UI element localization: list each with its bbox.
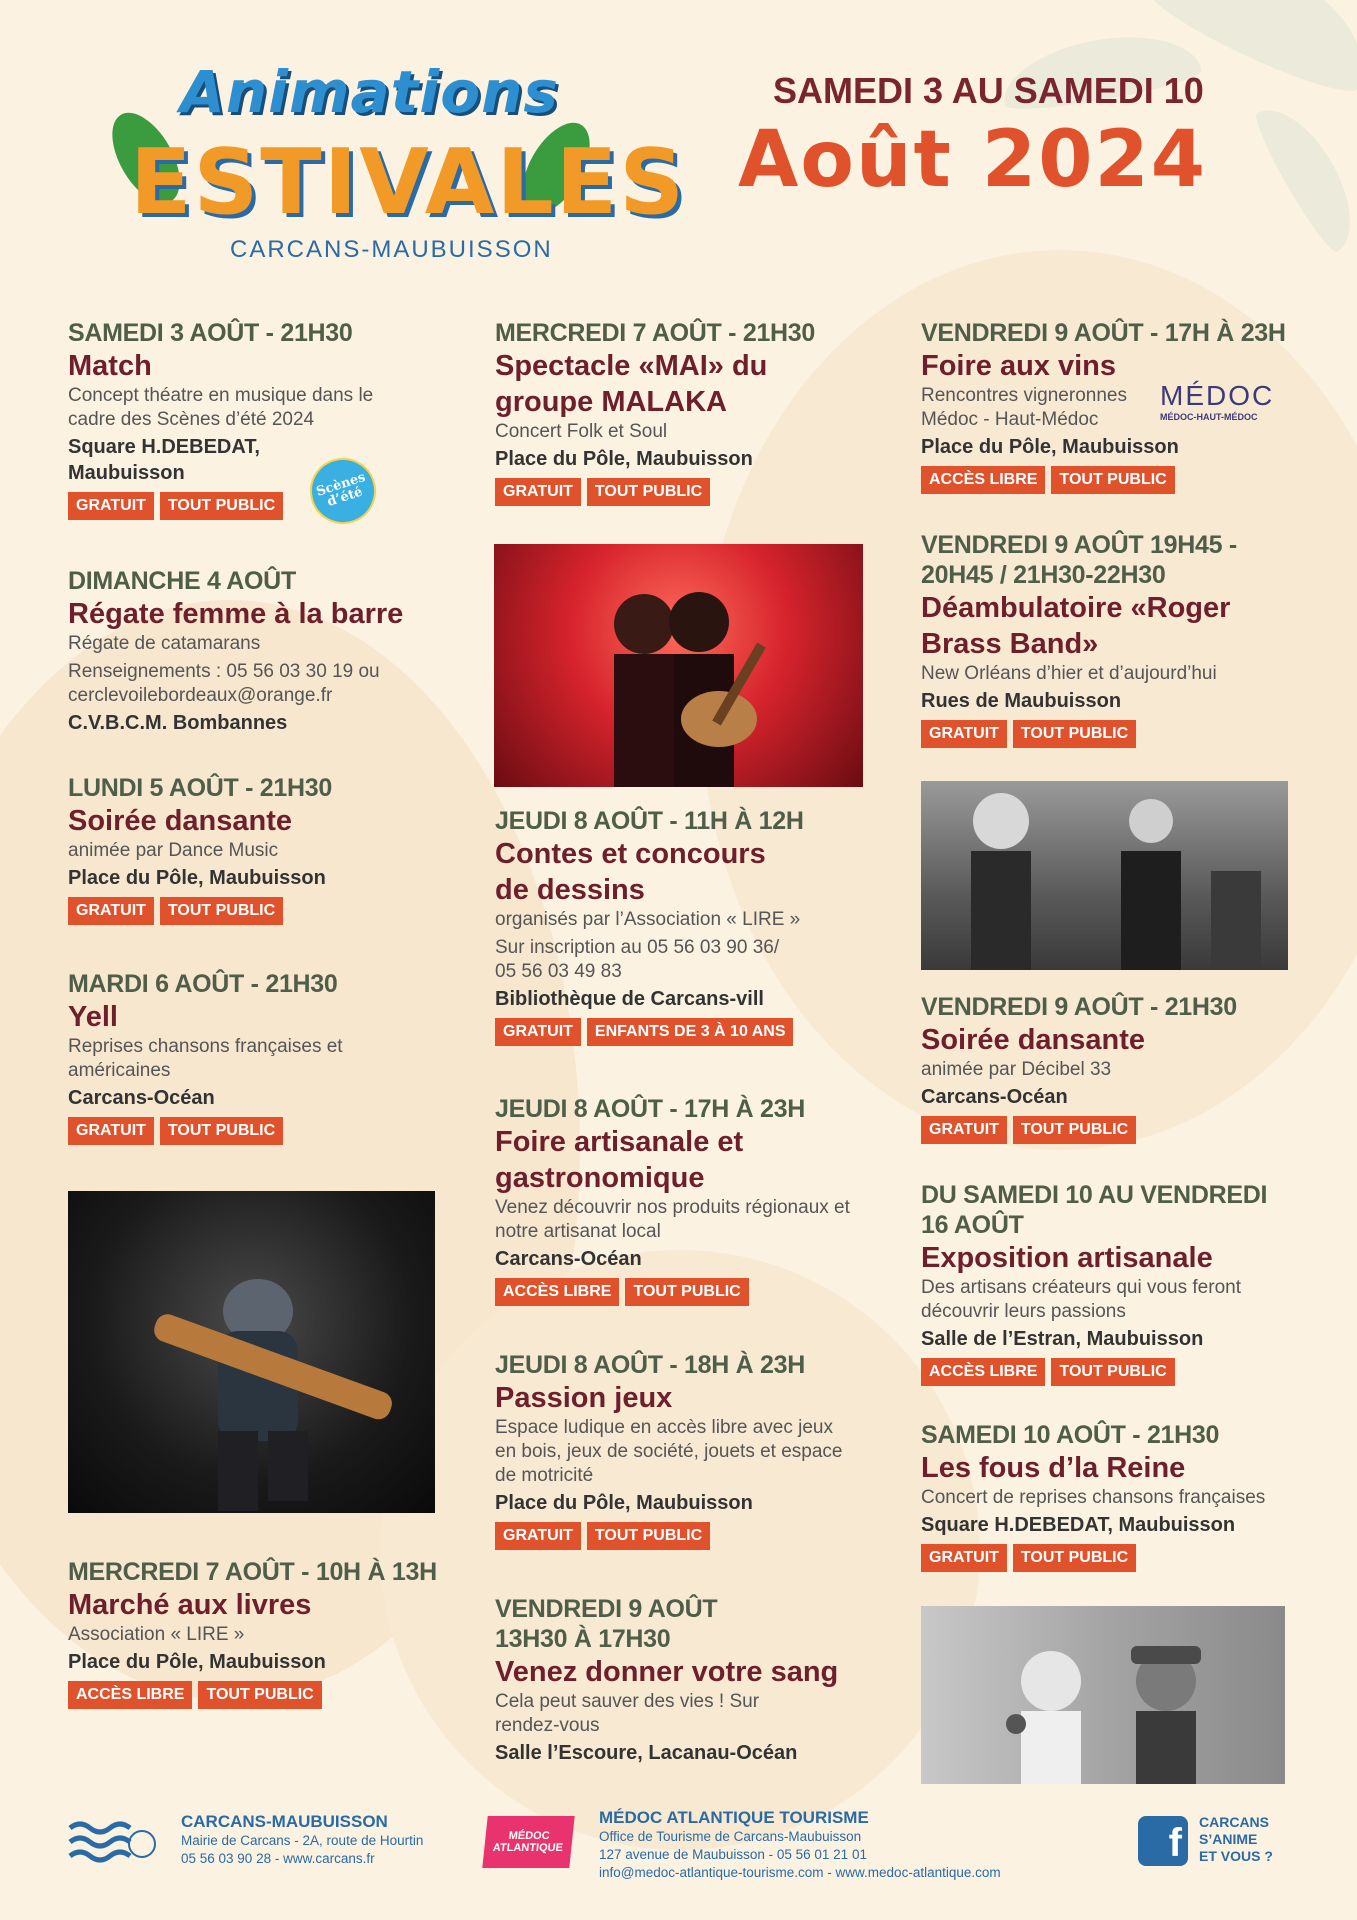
event-tags (495, 1522, 895, 1550)
brass-band-illustration (921, 781, 1288, 970)
event-date: JEUDI 8 AOÛT - 11H À 12H (495, 807, 804, 835)
event-date: VENDREDI 9 AOÛT - 17H À 23H (921, 319, 1286, 347)
event-title: Passion jeux (495, 1382, 673, 1414)
event-description: animée par Décibel 33 (921, 1059, 1112, 1080)
brass-band-photo (921, 781, 1288, 970)
date-range-title: Août 2024 (738, 115, 1208, 205)
facebook-icon[interactable]: f (1138, 1816, 1188, 1866)
event-place: Place du Pôle, Maubuisson (68, 1651, 326, 1673)
medoc-logo-sub: MÉDOC-HAUT-MÉDOC (1160, 412, 1258, 422)
tag-tout-public: TOUT PUBLIC (160, 1117, 283, 1145)
tag-gratuit: GRATUIT (68, 897, 154, 925)
guitarist-illustration (68, 1191, 435, 1513)
event-place: Carcans-Océan (495, 1248, 642, 1270)
tag-gratuit: GRATUIT (921, 720, 1007, 748)
event-tags (68, 897, 468, 925)
logo-line1: Animations (180, 58, 559, 126)
event-title: Foire aux vins (921, 350, 1117, 382)
medoc-logo-main: MÉDOC (1160, 380, 1275, 411)
event-description: organisés par l’Association « LIRE » (495, 909, 801, 930)
tag-gratuit: GRATUIT (921, 1544, 1007, 1572)
tag-tout-public: TOUT PUBLIC (160, 492, 283, 520)
tag-gratuit: GRATUIT (68, 1117, 154, 1145)
event-contact: Renseignements : 05 56 03 30 19 ou cerclevoilebordeaux@orange.fr (68, 661, 380, 706)
medoc-footer-office: Office de Tourisme de Carcans-Maubuisson (599, 1829, 862, 1844)
event-description: Concert Folk et Soul (495, 421, 668, 442)
medoc-footer-address: 127 avenue de Maubuisson - 05 56 01 21 01 (599, 1847, 867, 1862)
tag-tout-public: TOUT PUBLIC (1051, 466, 1174, 494)
event-title: Yell (68, 1001, 118, 1033)
tag-gratuit: GRATUIT (495, 1522, 581, 1550)
medoc-logo (1160, 380, 1274, 422)
tag-gratuit: GRATUIT (495, 1018, 581, 1046)
tag-tout-public: TOUT PUBLIC (160, 897, 283, 925)
event-tags (68, 1117, 468, 1145)
event-date: JEUDI 8 AOÛT - 17H À 23H (495, 1095, 806, 1123)
event-description: Concert de reprises chansons françaises (921, 1487, 1266, 1508)
event-card (495, 1350, 895, 1550)
carcans-logo (68, 1814, 156, 1872)
logo-line2: ESTIVALES (130, 130, 687, 235)
event-date: VENDREDI 9 AOÛT 19H45 - 20H45 / 21H30-22H30 (921, 531, 1237, 589)
tag-tout-public: TOUT PUBLIC (625, 1278, 748, 1306)
event-title: Match (68, 350, 152, 382)
event-card (921, 530, 1321, 748)
tag-tout-public: TOUT PUBLIC (1051, 1358, 1174, 1386)
event-title: Foire artisanale et gastronomique (495, 1126, 744, 1194)
event-date: MARDI 6 AOÛT - 21H30 (68, 970, 338, 998)
tag-acces-libre: ACCÈS LIBRE (921, 1358, 1045, 1386)
event-contact: Sur inscription au 05 56 03 90 36/ 05 56 03 49 83 (495, 937, 780, 982)
event-title: Soirée dansante (921, 1024, 1146, 1056)
event-date: LUNDI 5 AOÛT - 21H30 (68, 774, 332, 802)
event-tags (495, 1278, 895, 1306)
event-place: Place du Pôle, Maubuisson (68, 867, 326, 889)
event-place: Place du Pôle, Maubuisson (495, 1492, 753, 1514)
event-card (68, 318, 468, 520)
duo-illustration (921, 1606, 1285, 1784)
guitarist-photo (68, 1191, 435, 1513)
event-place: Place du Pôle, Maubuisson (495, 448, 753, 470)
event-date: SAMEDI 3 AOÛT - 21H30 (68, 319, 353, 347)
tag-tout-public: TOUT PUBLIC (198, 1681, 321, 1709)
event-title: Soirée dansante (68, 805, 293, 837)
event-date: VENDREDI 9 AOÛT - 21H30 (921, 993, 1237, 1021)
event-place: Salle l’Escoure, Lacanau-Océan (495, 1742, 798, 1764)
event-card (68, 773, 468, 925)
carcans-footer-contact: 05 56 03 90 28 - www.carcans.fr (181, 1851, 375, 1866)
wave-logo-icon (68, 1814, 156, 1872)
tag-tout-public: TOUT PUBLIC (1013, 1116, 1136, 1144)
event-description: Association « LIRE » (68, 1624, 245, 1645)
event-card (68, 1557, 468, 1709)
event-title: Spectacle «MAI» du groupe MALAKA (495, 350, 768, 418)
event-description: Espace ludique en accès libre avec jeux en bois, jeux de société, jouets et espace de motricité (495, 1417, 843, 1486)
medoc-atlantique-logo-text: MÉDOC ATLANTIQUE (492, 1830, 564, 1854)
facebook-text-line3: ET VOUS ? (1199, 1848, 1273, 1864)
event-title: Les fous d’la Reine (921, 1452, 1186, 1484)
event-tags (921, 1116, 1321, 1144)
event-card (495, 806, 895, 1046)
tag-tout-public: TOUT PUBLIC (587, 478, 710, 506)
event-card (495, 1094, 895, 1306)
event-description: New Orléans d’hier et d’aujourd’hui (921, 663, 1217, 684)
event-card (495, 1594, 895, 1766)
event-date: SAMEDI 10 AOÛT - 21H30 (921, 1421, 1220, 1449)
event-date: DU SAMEDI 10 AU VENDREDI 16 AOÛT (921, 1181, 1268, 1239)
palm-leaf-decoration (1248, 93, 1357, 257)
event-place: Carcans-Océan (921, 1086, 1068, 1108)
tag-gratuit: GRATUIT (921, 1116, 1007, 1144)
event-description: Venez découvrir nos produits régionaux et notre artisanat local (495, 1197, 850, 1242)
event-tags (921, 1358, 1321, 1386)
event-tags (68, 492, 468, 520)
les-fous-dla-reine-photo (921, 1606, 1285, 1784)
event-description: Cela peut sauver des vies ! Sur rendez-vous (495, 1691, 760, 1736)
event-date: MERCREDI 7 AOÛT - 21H30 (495, 319, 816, 347)
event-place: Bibliothèque de Carcans-vill (495, 988, 764, 1010)
tag-tout-public: TOUT PUBLIC (1013, 1544, 1136, 1572)
carcans-footer-title: CARCANS-MAUBUISSON (181, 1812, 388, 1831)
event-place: Carcans-Océan (68, 1087, 215, 1109)
event-date: VENDREDI 9 AOÛT 13H30 À 17H30 (495, 1595, 718, 1653)
event-tags (68, 1681, 468, 1709)
event-card (921, 1420, 1321, 1572)
event-tags (921, 466, 1321, 494)
event-title: Régate femme à la barre (68, 598, 404, 630)
event-description: Régate de catamarans (68, 633, 261, 654)
event-place: Square H.DEBEDAT, Maubuisson (68, 436, 260, 484)
event-card (921, 992, 1321, 1144)
event-title: Contes et concours de dessins (495, 838, 766, 906)
event-description: animée par Dance Music (68, 840, 279, 861)
event-place: C.V.B.C.M. Bombannes (68, 712, 288, 734)
event-description: Rencontres vigneronnes Médoc - Haut-Médoc (921, 385, 1127, 430)
event-card (68, 566, 468, 736)
facebook-text-line1: CARCANS (1199, 1814, 1269, 1830)
medoc-footer-web: info@medoc-atlantique-tourisme.com - www.medoc-atlantique.com (599, 1865, 1001, 1880)
event-tags (921, 720, 1321, 748)
scenes-ete-badge: Scènes d’été (301, 449, 384, 532)
event-card (495, 318, 895, 506)
event-card (921, 1180, 1321, 1386)
event-title: Exposition artisanale (921, 1242, 1213, 1274)
event-place: Place du Pôle, Maubuisson (921, 436, 1179, 458)
event-date: JEUDI 8 AOÛT - 18H À 23H (495, 1351, 806, 1379)
event-title: Venez donner votre sang (495, 1656, 839, 1688)
singers-illustration (494, 544, 863, 787)
logo-subtitle: CARCANS-MAUBUISSON (230, 236, 553, 263)
event-description: Des artisans créateurs qui vous feront découvrir leurs passions (921, 1277, 1241, 1322)
tag-tout-public: TOUT PUBLIC (587, 1522, 710, 1550)
malaka-concert-photo (494, 544, 863, 787)
event-card (68, 969, 468, 1145)
carcans-footer-address: Mairie de Carcans - 2A, route de Hourtin (181, 1833, 424, 1848)
event-date: DIMANCHE 4 AOÛT (68, 567, 296, 595)
event-tags (495, 1018, 895, 1046)
animations-estivales-logo (110, 58, 687, 273)
medoc-footer-title: MÉDOC ATLANTIQUE TOURISME (599, 1808, 869, 1827)
event-tags (921, 1544, 1321, 1572)
event-description: Concept théatre en musique dans le cadre des Scènes d’été 2024 (68, 385, 374, 430)
date-range-subtitle: SAMEDI 3 AU SAMEDI 10 (773, 70, 1204, 111)
event-title: Marché aux livres (68, 1589, 312, 1621)
event-place: Square H.DEBEDAT, Maubuisson (921, 1514, 1236, 1536)
tag-acces-libre: ACCÈS LIBRE (495, 1278, 619, 1306)
event-place: Salle de l’Estran, Maubuisson (921, 1328, 1204, 1350)
event-title: Déambulatoire «Roger Brass Band» (921, 592, 1231, 660)
medoc-atlantique-logo (482, 1816, 574, 1868)
event-tags (495, 478, 895, 506)
tag-acces-libre: ACCÈS LIBRE (68, 1681, 192, 1709)
event-date: MERCREDI 7 AOÛT - 10H À 13H (68, 1558, 437, 1586)
event-place: Rues de Maubuisson (921, 690, 1122, 712)
facebook-text-line2: S’ANIME (1199, 1831, 1258, 1847)
tag-acces-libre: ACCÈS LIBRE (921, 466, 1045, 494)
tag-tout-public: TOUT PUBLIC (1013, 720, 1136, 748)
tag-enfants: ENFANTS DE 3 À 10 ANS (587, 1018, 794, 1046)
event-description: Reprises chansons françaises et américaines (68, 1036, 343, 1081)
tag-gratuit: GRATUIT (68, 492, 154, 520)
tag-gratuit: GRATUIT (495, 478, 581, 506)
